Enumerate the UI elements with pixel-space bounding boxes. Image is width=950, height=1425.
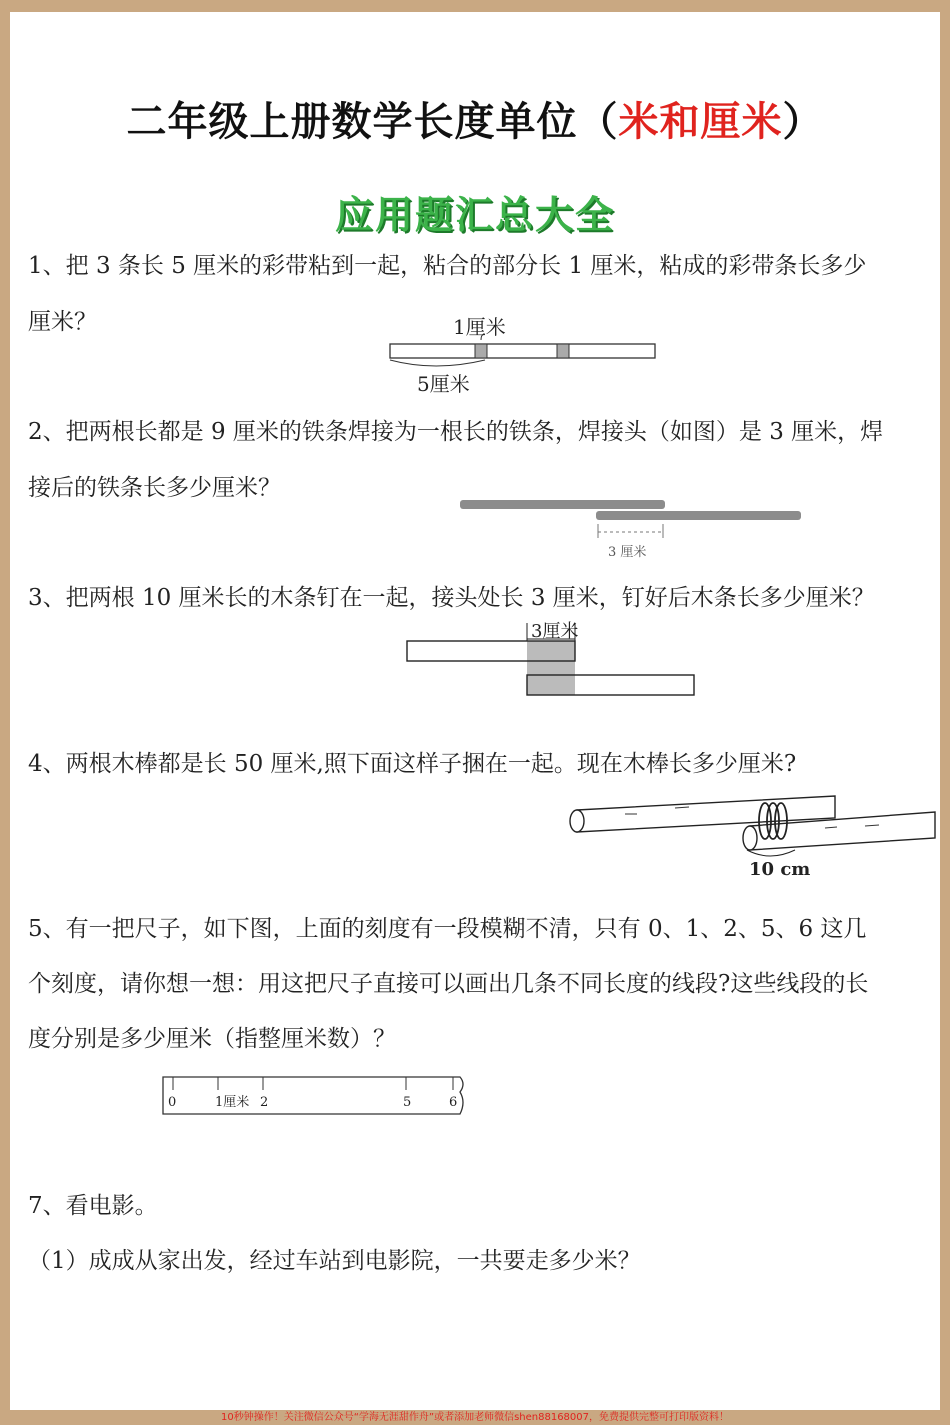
question-5: 5、有一把尺子，如下图，上面的刻度有一段模糊不清，只有 0、1、2、5、6 这几个刻度，请你想一想：用这把尺子直接可以画出几条不同长度的线段?这些线段的长度分别是多少厘米（指整厘米数）？ bbox=[28, 916, 869, 1052]
label-1cm: 1厘米 bbox=[453, 315, 506, 339]
ruler-tick-0: 0 bbox=[168, 1095, 177, 1110]
question-7: 7、看电影。 bbox=[28, 1193, 158, 1219]
question-4: 4、两根木棒都是长 50 厘米,照下面这样子捆在一起。现在木棒长多少厘米? bbox=[28, 751, 797, 777]
footer-notice: 10秒钟操作！关注微信公众号“学海无涯甜作舟”或者添加老师微信shen88168007，免费提供完整可打印版资料！ bbox=[220, 1412, 730, 1423]
ribbon-figure bbox=[385, 304, 665, 396]
page-title bbox=[10, 90, 940, 147]
ruler-tick-5: 5 bbox=[403, 1095, 412, 1110]
ruler-tick-6: 6 bbox=[449, 1095, 458, 1110]
worksheet-page bbox=[10, 12, 940, 1410]
label-10cm: 10 cm bbox=[749, 859, 811, 880]
title-prefix: 二年级上册数学长度单位（ bbox=[126, 99, 619, 145]
question-7-part-1: （1）成成从家出发，经过车站到电影院，一共要走多少米？ bbox=[28, 1248, 641, 1274]
label-5cm: 5厘米 bbox=[417, 372, 470, 396]
ruler-tick-1: 1厘米 bbox=[215, 1095, 250, 1110]
wood-strips-figure bbox=[405, 617, 705, 699]
label-3cm-joint: 3 厘米 bbox=[608, 545, 647, 560]
question-2: 2、把两根长都是 9 厘米的铁条焊接为一根长的铁条，焊接头（如图）是 3 厘米，焊接后的铁条长多少厘米？ bbox=[28, 419, 884, 501]
label-3cm: 3厘米 bbox=[531, 621, 579, 642]
title-suffix: ） bbox=[782, 99, 824, 145]
ruler-tick-2: 2 bbox=[260, 1095, 269, 1110]
tied-sticks-figure bbox=[565, 788, 940, 880]
ruler-figure bbox=[160, 1062, 480, 1122]
page-subtitle: 应用题汇总大全 bbox=[334, 193, 615, 237]
iron-bars-figure bbox=[458, 498, 808, 560]
title-highlight: 米和厘米 bbox=[618, 99, 783, 145]
question-1: 1、把 3 条长 5 厘米的彩带粘到一起，粘合的部分长 1 厘米，粘成的彩带条长多少厘米？ bbox=[28, 253, 867, 335]
question-3: 3、把两根 10 厘米长的木条钉在一起，接头处长 3 厘米，钉好后木条长多少厘米？ bbox=[28, 585, 875, 611]
